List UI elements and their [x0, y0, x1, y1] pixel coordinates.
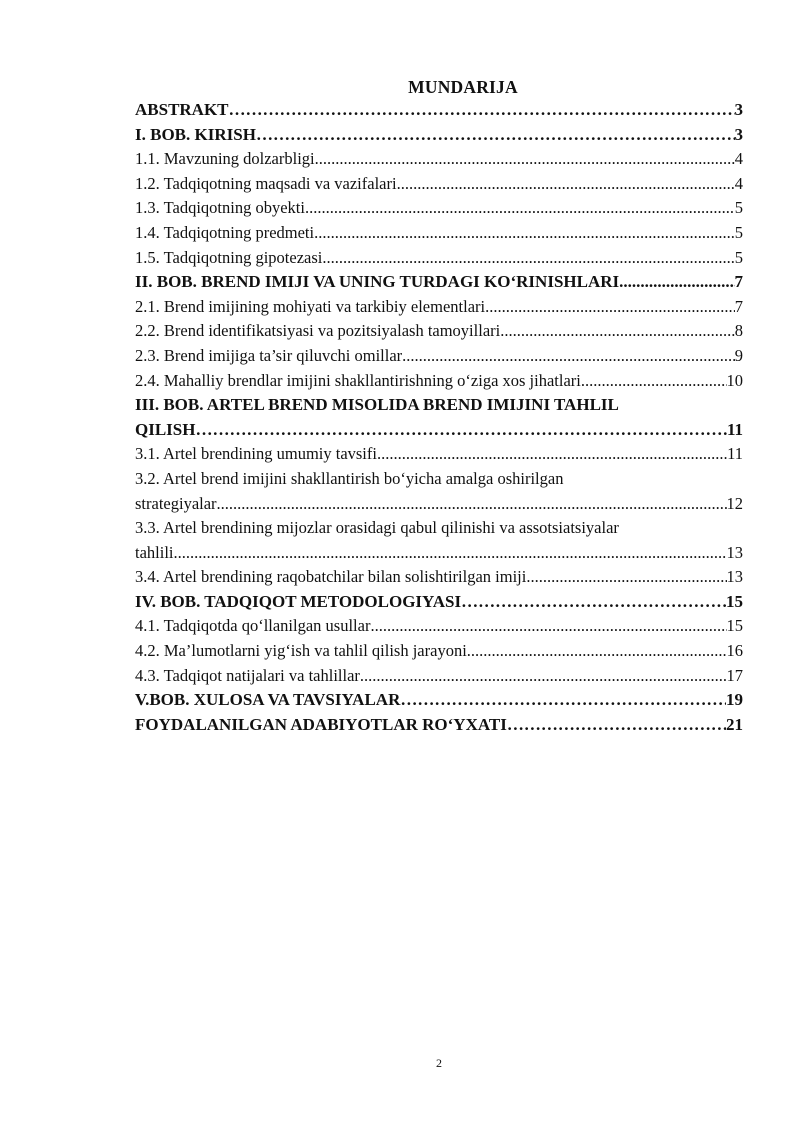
toc-entry-label: 1.5. Tadqiqotning gipotezasi — [135, 247, 323, 267]
toc-leader — [322, 246, 734, 271]
toc-page-number: 3 — [734, 124, 743, 144]
toc-leader — [581, 369, 727, 394]
toc-entry[interactable] — [135, 664, 743, 689]
page-title: MUNDARIJA — [408, 77, 518, 97]
toc-leader — [217, 492, 727, 517]
toc-page-number: 13 — [726, 567, 743, 587]
toc-entry-label: IV. BOB. TADQIQOT METODOLOGIYASI — [135, 591, 462, 611]
toc-entry[interactable] — [135, 442, 743, 467]
toc-page-number: 8 — [734, 321, 743, 341]
toc-entry[interactable] — [135, 565, 743, 590]
toc-leader — [619, 270, 734, 295]
toc-leader — [314, 221, 735, 246]
toc-entry[interactable] — [135, 639, 743, 664]
toc-entry-label: 3.1. Artel brendining umumiy tavsifi — [135, 444, 377, 464]
page-number: 2 — [436, 1056, 442, 1070]
toc-leader — [256, 123, 735, 148]
toc-page-number: 4 — [734, 173, 743, 193]
toc-page-number: 4 — [734, 149, 743, 169]
toc-leader — [402, 344, 735, 369]
table-of-contents — [135, 98, 743, 737]
toc-leader — [467, 639, 727, 664]
toc-entry-label: 1.1. Mavzuning dolzarbligi — [135, 149, 315, 169]
toc-entry-label: 2.4. Mahalliy brendlar imijini shakllantirishning o‘ziga xos jihatlari — [135, 370, 581, 390]
toc-entry-label: I. BOB. KIRISH — [135, 124, 256, 144]
toc-leader — [485, 295, 735, 320]
toc-page-number: 7 — [734, 272, 743, 292]
toc-entry-3-2[interactable] — [135, 467, 743, 516]
toc-page-number: 9 — [734, 345, 743, 365]
toc-entry-label: FOYDALANILGAN ADABIYOTLAR RO‘YXATI — [135, 714, 507, 734]
toc-entry[interactable] — [135, 713, 743, 738]
toc-entry-label-line1: 3.2. Artel brend imijini shakllantirish bo‘yicha amalga oshirilgan — [135, 468, 564, 488]
toc-leader — [195, 418, 726, 443]
toc-entry-label: 1.3. Tadqiqotning obyekti — [135, 198, 305, 218]
toc-entry[interactable] — [135, 98, 743, 123]
toc-page-number: 5 — [734, 247, 743, 267]
toc-page-number: 13 — [726, 542, 743, 562]
toc-group-rest — [135, 565, 743, 737]
toc-entry-label-line2: tahlili — [135, 542, 174, 562]
toc-entry-label-line2: strategiyalar — [135, 493, 217, 513]
toc-leader — [397, 172, 735, 197]
toc-leader — [526, 565, 726, 590]
toc-leader — [360, 664, 727, 689]
toc-page-number: 15 — [726, 591, 743, 611]
toc-entry-label: 1.2. Tadqiqotning maqsadi va vazifalari — [135, 173, 397, 193]
toc-page-number: 12 — [726, 493, 743, 513]
toc-leader — [400, 688, 726, 713]
toc-entry[interactable] — [135, 196, 743, 221]
toc-entry-label: 3.4. Artel brendining raqobatchilar bilan solishtirilgan imiji — [135, 567, 527, 587]
toc-group-intro — [135, 98, 743, 393]
toc-page-number: 16 — [726, 641, 743, 661]
toc-leader — [507, 713, 726, 738]
toc-leader — [370, 614, 726, 639]
toc-page-number: 11 — [727, 444, 743, 464]
toc-entry-label-line1: 3.3. Artel brendining mijozlar orasidagi qabul qilinishi va assotsiatsiyalar — [135, 518, 619, 538]
toc-entry-label: 4.1. Tadqiqotda qo‘llanilgan usullar — [135, 616, 371, 636]
toc-group-chapter3 — [135, 442, 743, 467]
toc-entry-label-line1: III. BOB. ARTEL BREND MISOLIDA BREND IMIJINI TAHLIL — [135, 395, 619, 415]
toc-page-number: 17 — [726, 665, 743, 685]
toc-leader — [500, 319, 735, 344]
toc-leader — [174, 541, 727, 566]
toc-entry-label: 2.3. Brend imijiga ta’sir qiluvchi omillar — [135, 345, 403, 365]
toc-entry[interactable] — [135, 614, 743, 639]
toc-entry-label-line2: QILISH — [135, 419, 196, 439]
toc-entry-label: 2.2. Brend identifikatsiyasi va pozitsiyalash tamoyillari — [135, 321, 501, 341]
toc-entry[interactable] — [135, 590, 743, 615]
toc-page-number: 3 — [734, 100, 743, 119]
toc-page-number: 5 — [734, 198, 743, 218]
toc-leader — [229, 98, 735, 123]
toc-entry[interactable] — [135, 221, 743, 246]
toc-leader — [305, 196, 735, 221]
toc-page-number: 15 — [726, 616, 743, 636]
toc-page-number: 5 — [734, 222, 743, 242]
toc-page-number: 7 — [734, 296, 743, 316]
toc-page-number: 11 — [726, 419, 743, 439]
toc-entry[interactable] — [135, 344, 743, 369]
toc-entry-label: 1.4. Tadqiqotning predmeti — [135, 222, 315, 242]
toc-page-number: 10 — [726, 370, 743, 390]
toc-leader — [461, 590, 726, 615]
toc-entry[interactable] — [135, 319, 743, 344]
toc-entry[interactable] — [135, 295, 743, 320]
toc-page-number: 21 — [726, 714, 743, 734]
toc-entry-label: ABSTRAKT — [135, 100, 229, 119]
toc-entry[interactable] — [135, 369, 743, 394]
toc-entry[interactable] — [135, 688, 743, 713]
toc-entry-label: II. BOB. BREND IMIJI VA UNING TURDAGI KO‘RINISHLARI — [135, 272, 620, 292]
toc-leader — [315, 147, 735, 172]
toc-entry-3-3[interactable] — [135, 516, 743, 565]
toc-entry[interactable] — [135, 147, 743, 172]
toc-entry[interactable] — [135, 172, 743, 197]
toc-leader — [377, 442, 727, 467]
toc-entry[interactable] — [135, 123, 743, 148]
toc-entry-label: 4.3. Tadqiqot natijalari va tahlillar — [135, 665, 360, 685]
toc-entry-label: 2.1. Brend imijining mohiyati va tarkibiy elementlari — [135, 296, 486, 316]
toc-page-number: 19 — [726, 690, 743, 710]
toc-entry[interactable] — [135, 270, 743, 295]
toc-entry[interactable] — [135, 246, 743, 271]
toc-entry-label: V.BOB. XULOSA VA TAVSIYALAR — [135, 690, 401, 710]
toc-entry-label: 4.2. Ma’lumotlarni yig‘ish va tahlil qilish jarayoni — [135, 641, 467, 661]
toc-entry-chapter-3[interactable] — [135, 393, 743, 442]
